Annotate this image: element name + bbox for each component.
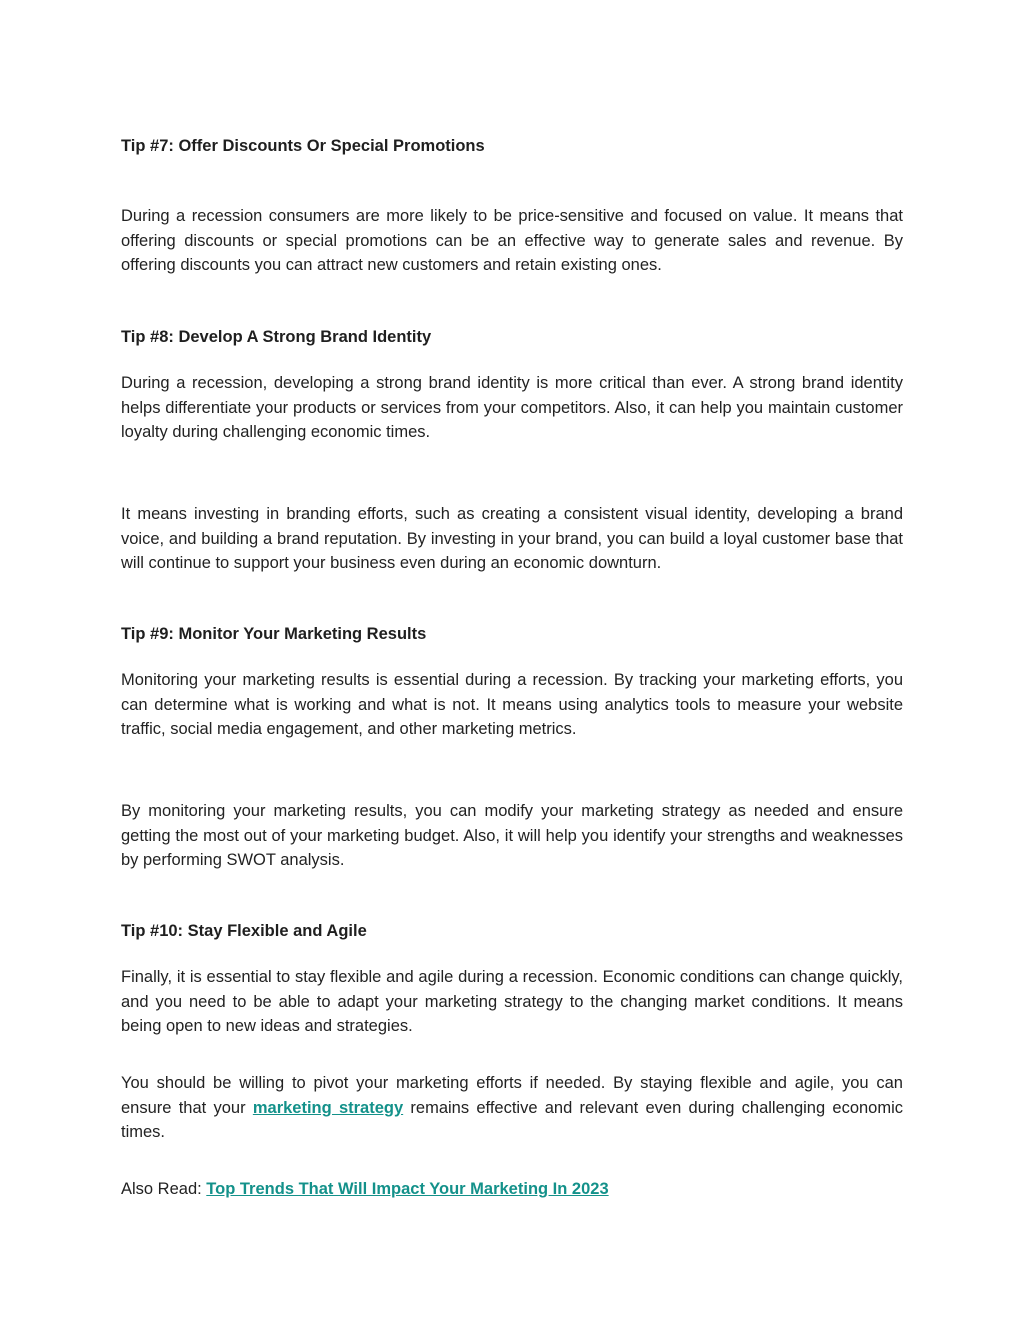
tip-7-heading: Tip #7: Offer Discounts Or Special Promotions — [121, 137, 485, 155]
marketing-strategy-link[interactable]: marketing strategy — [252, 1098, 404, 1117]
tip-9-heading: Tip #9: Monitor Your Marketing Results — [121, 625, 427, 643]
tip-8-heading: Tip #8: Develop A Strong Brand Identity — [121, 328, 432, 346]
tip-10-paragraph-1: Finally, it is essential to stay flexible and agile during a recession. Economic conditions can change quickly, and you need to be able to adapt your marketing strategy to the changing market conditions. It means being open to new ideas and strategies. — [121, 968, 903, 1035]
tip-10-heading: Tip #10: Stay Flexible and Agile — [121, 922, 367, 940]
closing-text-after: remains effective and relevant even during challenging economic times. — [121, 1098, 904, 1141]
closing-text-before: You should be willing to pivot your marketing efforts if needed. By staying flexible and agile, you can ensure that your — [121, 1074, 903, 1117]
tip-8-paragraph-1: During a recession, developing a strong brand identity is more critical than ever. A strong brand identity helps differentiate your products or services from your competitors. Also, it can help you maintain customer loyalty during challenging economic times. — [121, 374, 903, 441]
tip-8-paragraph-2: It means investing in branding efforts, such as creating a consistent visual identity, developing a brand voice, and building a brand reputation. By investing in your brand, you can build a loyal customer base that will continue to support your business even during an economic downturn. — [121, 505, 903, 572]
also-read-label: Also Read: — [121, 1180, 207, 1198]
tip-9-paragraph-2: By monitoring your marketing results, you can modify your marketing strategy as needed and ensure getting the most out of your marketing budget. Also, it will help you identify your strengths and weaknesses by performing SWOT analysis. — [121, 802, 903, 869]
tip-7-paragraph-1: During a recession consumers are more likely to be price-sensitive and focused on value. It means that offering discounts or special promotions can be an effective way to generate sales and revenue. By offering discounts you can attract new customers and retain existing ones. — [121, 207, 903, 274]
also-read-line — [121, 1177, 903, 1202]
top-trends-link[interactable]: Top Trends That Will Impact Your Marketing In 2023 — [206, 1180, 609, 1198]
tip-10-closing-paragraph — [121, 1071, 903, 1145]
tip-9-paragraph-1: Monitoring your marketing results is essential during a recession. By tracking your marketing efforts, you can determine what is working and what is not. It means using analytics tools to measure your website traffic, social media engagement, and other marketing metrics. — [121, 671, 903, 738]
